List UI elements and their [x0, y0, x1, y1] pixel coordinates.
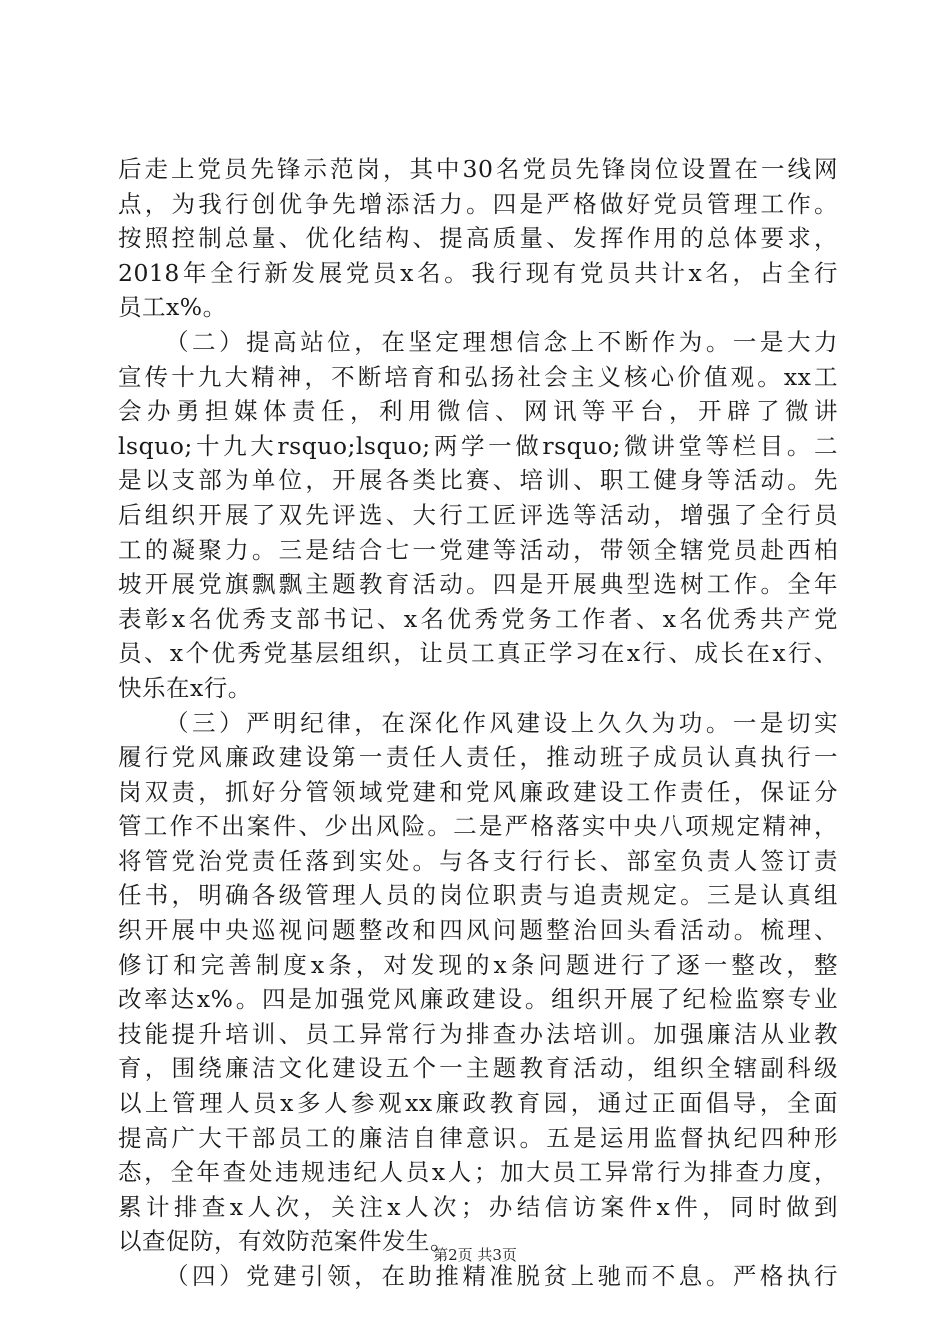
page-number-footer: 第2页 共3页 — [433, 1246, 517, 1264]
paragraph-2-start: （二）提高站位，在坚定理想信念上不断作为。一是大力 — [165, 327, 838, 356]
text-line: 以上管理人员x多人参观xx廉政教育园，通过正面倡导，全面 — [118, 1089, 838, 1118]
text-line: 员、x个优秀党基层组织，让员工真正学习在x行、成长在x行、 — [118, 639, 838, 668]
text-line: 态，全年查处违规违纪人员x人；加大员工异常行为排查力度， — [118, 1158, 838, 1187]
text-line: lsquo;十九大rsquo;lsquo;两学一做rsquo;微讲堂等栏目。二 — [118, 431, 838, 460]
text-line: 工的凝聚力。三是结合七一党建等活动，带领全辖党员赴西柏 — [118, 535, 838, 564]
document-body — [118, 152, 838, 1294]
paragraph-3-start: （三）严明纪律，在深化作风建设上久久为功。一是切实 — [165, 708, 838, 737]
text-line: 管工作不出案件、少出风险。二是严格落实中央八项规定精神， — [118, 812, 838, 841]
text-line: 2018年全行新发展党员x名。我行现有党员共计x名，占全行 — [118, 258, 838, 287]
text-line: 表彰x名优秀支部书记、x名优秀党务工作者、x名优秀共产党 — [118, 604, 838, 633]
text-line: 后走上党员先锋示范岗，其中30名党员先锋岗位设置在一线网 — [118, 155, 838, 183]
text-line: 宣传十九大精神，不断培育和弘扬社会主义核心价值观。xx工 — [118, 362, 838, 391]
paragraph-4-start: （四）党建引领，在助推精准脱贫上驰而不息。严格执行 — [165, 1262, 838, 1290]
text-line: 履行党风廉政建设第一责任人责任，推动班子成员认真执行一 — [118, 743, 838, 772]
text-line: 是以支部为单位，开展各类比赛、培训、职工健身等活动。先 — [118, 466, 838, 495]
text-line: 将管党治党责任落到实处。与各支行行长、部室负责人签订责 — [118, 846, 838, 875]
text-line: 育，围绕廉洁文化建设五个一主题教育活动，组织全辖副科级 — [118, 1054, 838, 1083]
text-line: 岗双责，抓好分管领域党建和党风廉政建设工作责任，保证分 — [118, 777, 838, 806]
text-line: 改率达x%。四是加强党风廉政建设。组织开展了纪检监察专业 — [118, 985, 838, 1014]
text-line: 以查促防，有效防范案件发生。 — [118, 1227, 454, 1256]
text-line: 会办勇担媒体责任，利用微信、网讯等平台，开辟了微讲 — [118, 397, 838, 426]
text-line: 快乐在x行。 — [118, 673, 252, 702]
text-line: 累计排查x人次，关注x人次；办结信访案件x件，同时做到 — [118, 1192, 838, 1221]
text-line: 提高广大干部员工的廉洁自律意识。五是运用监督执纪四种形 — [118, 1123, 838, 1152]
text-line: 员工x%。 — [118, 293, 227, 322]
text-line: 坡开展党旗飘飘主题教育活动。四是开展典型选树工作。全年 — [118, 570, 838, 599]
text-line: 修订和完善制度x条，对发现的x条问题进行了逐一整改，整 — [118, 950, 838, 979]
text-line: 后组织开展了双先评选、大行工匠评选等活动，增强了全行员 — [118, 500, 838, 529]
text-line: 技能提升培训、员工异常行为排查办法培训。加强廉洁从业教 — [118, 1019, 838, 1048]
text-line: 任书，明确各级管理人员的岗位职责与追责规定。三是认真组 — [118, 881, 838, 910]
text-line: 按照控制总量、优化结构、提高质量、发挥作用的总体要求， — [118, 224, 838, 253]
text-line: 点，为我行创优争先增添活力。四是严格做好党员管理工作。 — [118, 189, 838, 218]
text-line: 织开展中央巡视问题整改和四风问题整治回头看活动。梳理、 — [118, 916, 838, 945]
